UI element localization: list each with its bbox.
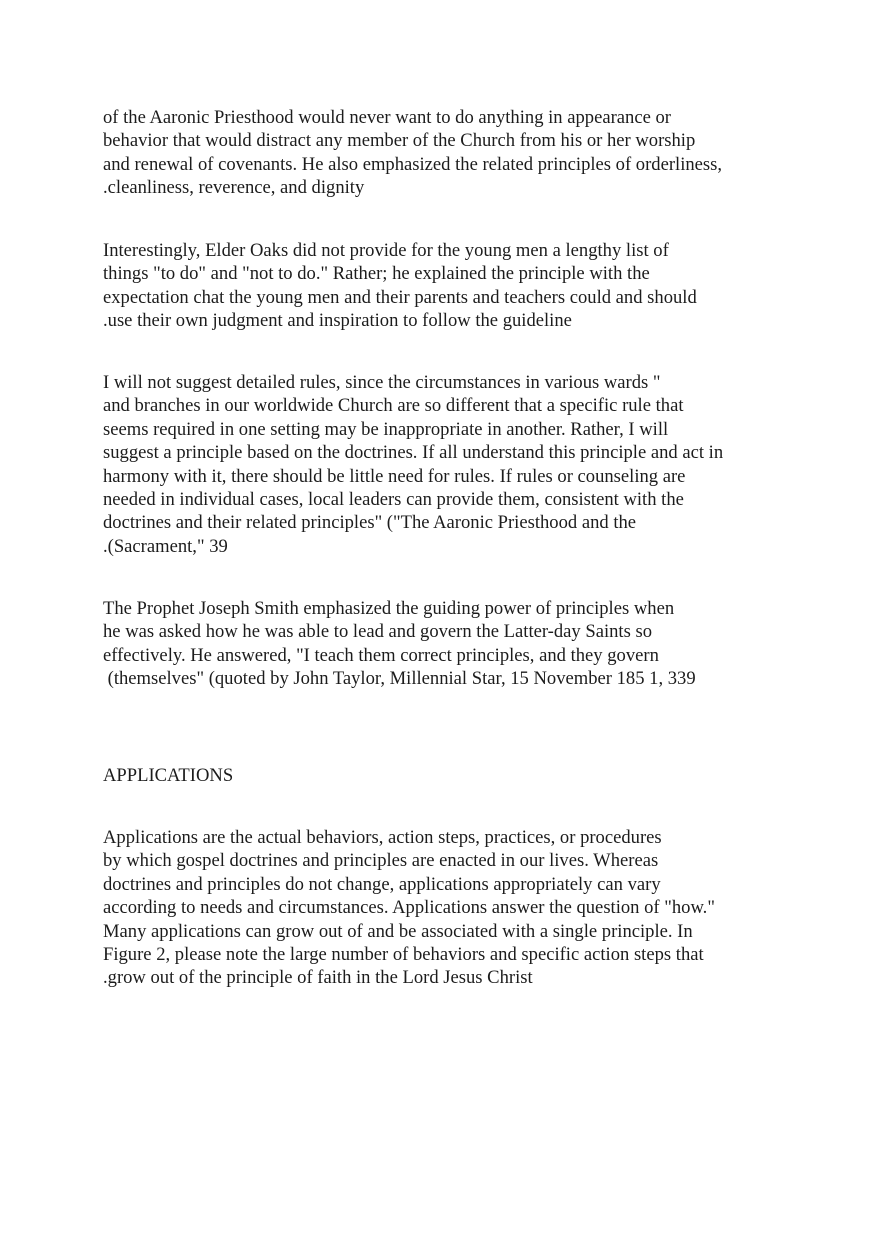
text-line: seems required in one setting may be inappropriate in another. Rather, I will [103,418,669,440]
text-line: Interestingly, Elder Oaks did not provide for the young men a lengthy list of [103,240,669,261]
paragraph-applications [103,826,715,990]
text-line: (themselves" (quoted by John Taylor, Millennial Star, 15 November 185 1, 339 [103,668,696,690]
paragraph-quote-detailed-rules [103,371,723,558]
text-line: according to needs and circumstances. Applications answer the question of "how." [103,897,715,919]
text-line: he was asked how he was able to lead and govern the Latter-day Saints so [103,621,653,643]
text-line: effectively. He answered, "I teach them correct principles, and they govern [103,644,659,666]
text-line: suggest a principle based on the doctrines. If all understand this principle and act in [103,442,724,464]
text-line: Many applications can grow out of and be associated with a single principle. In [103,920,693,942]
text-line: doctrines and principles do not change, applications appropriately can vary [103,873,661,895]
text-line: and renewal of covenants. He also emphasized the related principles of orderliness, [103,153,723,175]
text-line: harmony with it, there should be little need for rules. If rules or counseling are [103,465,686,487]
text-line: doctrines and their related principles" ("The Aaronic Priesthood and the [103,512,637,534]
text-line: expectation chat the young men and their parents and teachers could and should [103,286,697,308]
text-line: Figure 2, please note the large number of behaviors and specific action steps that [103,944,704,966]
text-line: .use their own judgment and inspiration to follow the guideline [103,310,572,332]
paragraph-elder-oaks [103,239,697,333]
text-line: of the Aaronic Priesthood would never want to do anything in appearance or [103,107,671,128]
text-line: .cleanliness, reverence, and dignity [103,177,365,199]
text-line: and branches in our worldwide Church are so different that a specific rule that [103,395,684,417]
text-line: behavior that would distract any member of the Church from his or her worship [103,130,696,152]
text-line: by which gospel doctrines and principles are enacted in our lives. Whereas [103,850,659,872]
section-heading-applications: APPLICATIONS [103,765,234,786]
text-line: The Prophet Joseph Smith emphasized the guiding power of principles when [103,598,675,619]
text-line: needed in individual cases, local leaders can provide them, consistent with the [103,489,684,511]
paragraph-joseph-smith [103,597,696,691]
text-line: I will not suggest detailed rules, since the circumstances in various wards " [103,372,661,393]
paragraph-priesthood-behavior [103,106,722,200]
text-line: .grow out of the principle of faith in the Lord Jesus Christ [103,967,533,989]
text-line: things "to do" and "not to do." Rather; he explained the principle with the [103,263,650,285]
text-line: .(Sacrament," 39 [103,535,228,557]
text-line: Applications are the actual behaviors, action steps, practices, or procedures [103,827,662,848]
